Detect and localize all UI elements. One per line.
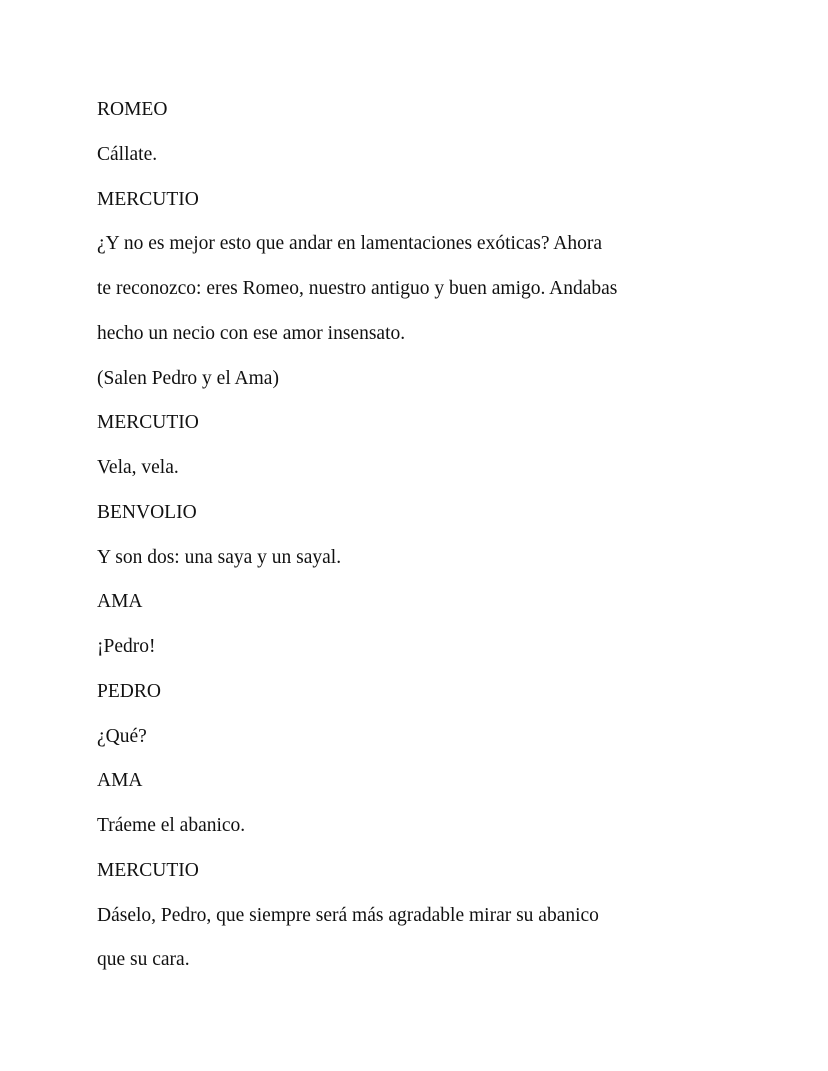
dialogue-line: que su cara. (97, 949, 190, 971)
dialogue-line: ¿Y no es mejor esto que andar en lamentaciones exóticas? Ahora (97, 233, 603, 255)
speaker-name: AMA (97, 770, 143, 792)
speaker-name: PEDRO (97, 680, 161, 702)
speaker-name: AMA (97, 591, 143, 613)
dialogue-line: ¡Pedro! (97, 636, 156, 657)
speaker-name: BENVOLIO (97, 501, 197, 523)
speaker-name: ROMEO (97, 99, 168, 120)
stage-direction: (Salen Pedro y el Ama) (97, 367, 279, 389)
play-script-text (97, 96, 717, 991)
dialogue-line: hecho un necio con ese amor insensato. (97, 322, 406, 344)
dialogue-line: Dáselo, Pedro, que siempre será más agradable mirar su abanico (97, 904, 599, 926)
dialogue-line: ¿Qué? (97, 725, 147, 747)
speaker-name: MERCUTIO (97, 859, 199, 881)
dialogue-line: Vela, vela. (97, 457, 179, 478)
dialogue-line: te reconozco: eres Romeo, nuestro antiguo y buen amigo. Andabas (97, 278, 618, 299)
speaker-name: MERCUTIO (97, 188, 199, 210)
dialogue-line: Tráeme el abanico. (97, 815, 246, 836)
speaker-name: MERCUTIO (97, 412, 199, 434)
dialogue-line: Cállate. (97, 143, 158, 165)
dialogue-line: Y son dos: una saya y un sayal. (97, 546, 342, 568)
